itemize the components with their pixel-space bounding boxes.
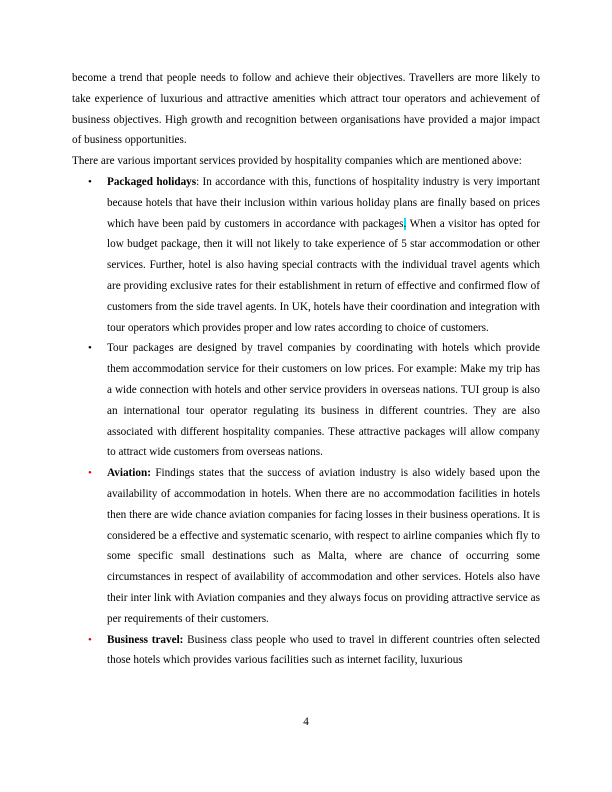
highlighted-text: . <box>403 217 407 230</box>
list-item-aviation <box>72 463 540 629</box>
intro-paragraph: become a trend that people needs to follow and achieve their objectives. Travellers are more likely to take experience of luxurious and attractive amenities which attract tour operators and achievement of business objectives. High growth and recognition between organisations have provided a major impact of business opportunities. <box>72 72 540 147</box>
list-item-packaged-holidays <box>72 172 540 338</box>
item-text: Findings states that the success of aviation industry is also widely based upon the availability of accommodation in hotels. When there are no accommodation facilities in hotels then there are wide chance aviation companies for facing losses in their business operations. It is considered be a effective and systematic scenario, with respect to airline companies which fly to some specific small destinations such as Malta, where are chance of occurring some circumstances in respect of availability of accommodation and other services. Hotels also have their inter link with Aviation companies and they always focus on providing attractive service as per requirements of their customers. <box>107 467 540 625</box>
item-title: Packaged holidays <box>107 175 197 188</box>
item-text-continued: When a visitor has opted for low budget package, then it will not likely to take experience of 5 star accommodation or other services. Further, hotel is also having special contracts with the individual travel agents which are providing exclusive rates for their establishment in return of effective and confirmed flow of customers from the side travel agents. In UK, hotels have their coordination and integration with tour operators which provides proper and low rates according to choice of customers. <box>107 217 540 334</box>
item-text: Business class people who used to travel in different countries often selected those hotels which provides various facilities such as internet facility, luxurious <box>107 633 541 667</box>
item-title: Aviation: <box>107 467 151 480</box>
services-list <box>72 172 540 671</box>
bullet-icon: • <box>88 633 92 646</box>
item-title-suffix: : <box>196 175 200 188</box>
services-intro-paragraph: There are various important services provided by hospitality companies which are mentioned above: <box>72 155 522 168</box>
list-item-business-travel <box>72 630 540 672</box>
page-body <box>72 68 540 671</box>
page-number: 4 <box>303 716 309 728</box>
bullet-icon: • <box>88 175 92 188</box>
item-text: In accordance with this, functions of hospitality industry is very important because hotels that have their inclusion within various holiday plans are finally based on prices which have been paid by customers in accordance with packages <box>107 175 541 230</box>
item-title: Business travel: <box>107 633 184 646</box>
bullet-icon: • <box>88 342 92 355</box>
list-item-tour-packages <box>72 338 540 463</box>
bullet-icon: • <box>88 467 92 480</box>
item-text: Tour packages are designed by travel companies by coordinating with hotels which provide them accommodation service for their customers on low prices. For example: Make my trip has a wide connection with hotels and other service providers in overseas nations. TUI group is also an international tour operator regulating its business in different countries. They are also associated with different hospitality companies. These attractive packages will allow company to attract wide customers from overseas nations. <box>107 342 540 459</box>
